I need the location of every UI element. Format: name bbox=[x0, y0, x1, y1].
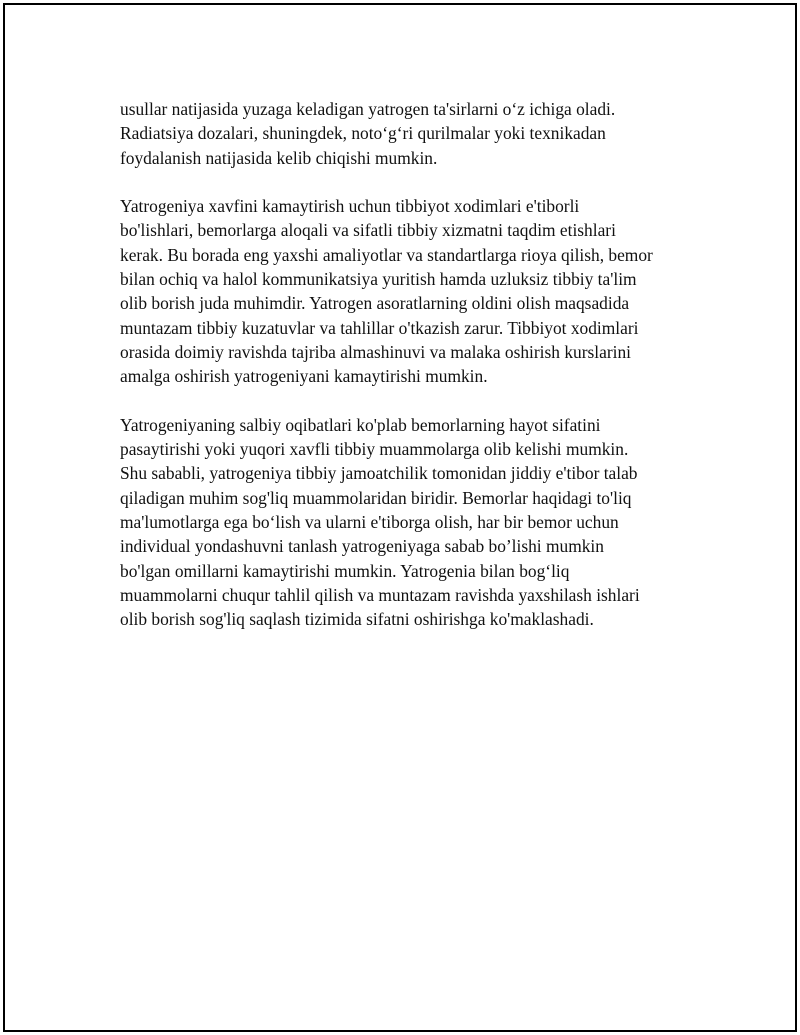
text-line: amalga oshirish yatrogeniyani kamaytirishi mumkin. bbox=[120, 366, 488, 387]
text-line: Yatrogeniyaning salbiy oqibatlari ko'plab bemorlarning hayot sifatini bbox=[120, 414, 601, 435]
text-line: bilan ochiq va halol kommunikatsiya yuritish hamda uzluksiz tibbiy ta'lim bbox=[120, 269, 637, 290]
text-line: kerak. Bu borada eng yaxshi amaliyotlar va standartlarga rioya qilish, bemor bbox=[120, 244, 653, 265]
text-line: ma'lumotlarga ega bo‘lish va ularni e'tiborga olish, har bir bemor uchun bbox=[120, 512, 619, 533]
document-page bbox=[3, 3, 797, 1032]
paragraph-3 bbox=[120, 413, 700, 632]
text-line: pasaytirishi yoki yuqori xavfli tibbiy muammolarga olib kelishi mumkin. bbox=[120, 439, 629, 460]
text-line: Radiatsiya dozalari, shuningdek, noto‘g‘ri qurilmalar yoki texnikadan bbox=[120, 123, 606, 144]
document-body bbox=[120, 97, 700, 656]
text-line: foydalanish natijasida kelib chiqishi mumkin. bbox=[120, 147, 438, 168]
text-line: Yatrogeniya xavfini kamaytirish uchun tibbiyot xodimlari e'tiborli bbox=[120, 196, 580, 217]
text-line: muammolarni chuqur tahlil qilish va muntazam ravishda yaxshilash ishlari bbox=[120, 584, 640, 605]
text-line: Shu sababli, yatrogeniya tibbiy jamoatchilik tomonidan jiddiy e'tibor talab bbox=[120, 463, 638, 484]
paragraph-1 bbox=[120, 97, 700, 170]
text-line: individual yondashuvni tanlash yatrogeniyaga sabab bo’lishi mumkin bbox=[120, 536, 604, 557]
text-line: muntazam tibbiy kuzatuvlar va tahlillar o'tkazish zarur. Tibbiyot xodimlari bbox=[120, 317, 639, 338]
text-line: bo'lgan omillarni kamaytirishi mumkin. Yatrogenia bilan bog‘liq bbox=[120, 560, 570, 581]
text-line: olib borish juda muhimdir. Yatrogen asoratlarning oldini olish maqsadida bbox=[120, 293, 630, 314]
text-line: orasida doimiy ravishda tajriba almashinuvi va malaka oshirish kurslarini bbox=[120, 341, 631, 362]
text-line: olib borish sog'liq saqlash tizimida sifatni oshirishga ko'maklashadi. bbox=[120, 609, 594, 630]
paragraph-2 bbox=[120, 194, 700, 388]
text-line: bo'lishlari, bemorlarga aloqali va sifatli tibbiy xizmatni taqdim etishlari bbox=[120, 220, 616, 241]
text-line: usullar natijasida yuzaga keladigan yatrogen ta'sirlarni o‘z ichiga oladi. bbox=[120, 99, 616, 119]
text-line: qiladigan muhim sog'liq muammolaridan biridir. Bemorlar haqidagi to'liq bbox=[120, 487, 632, 508]
